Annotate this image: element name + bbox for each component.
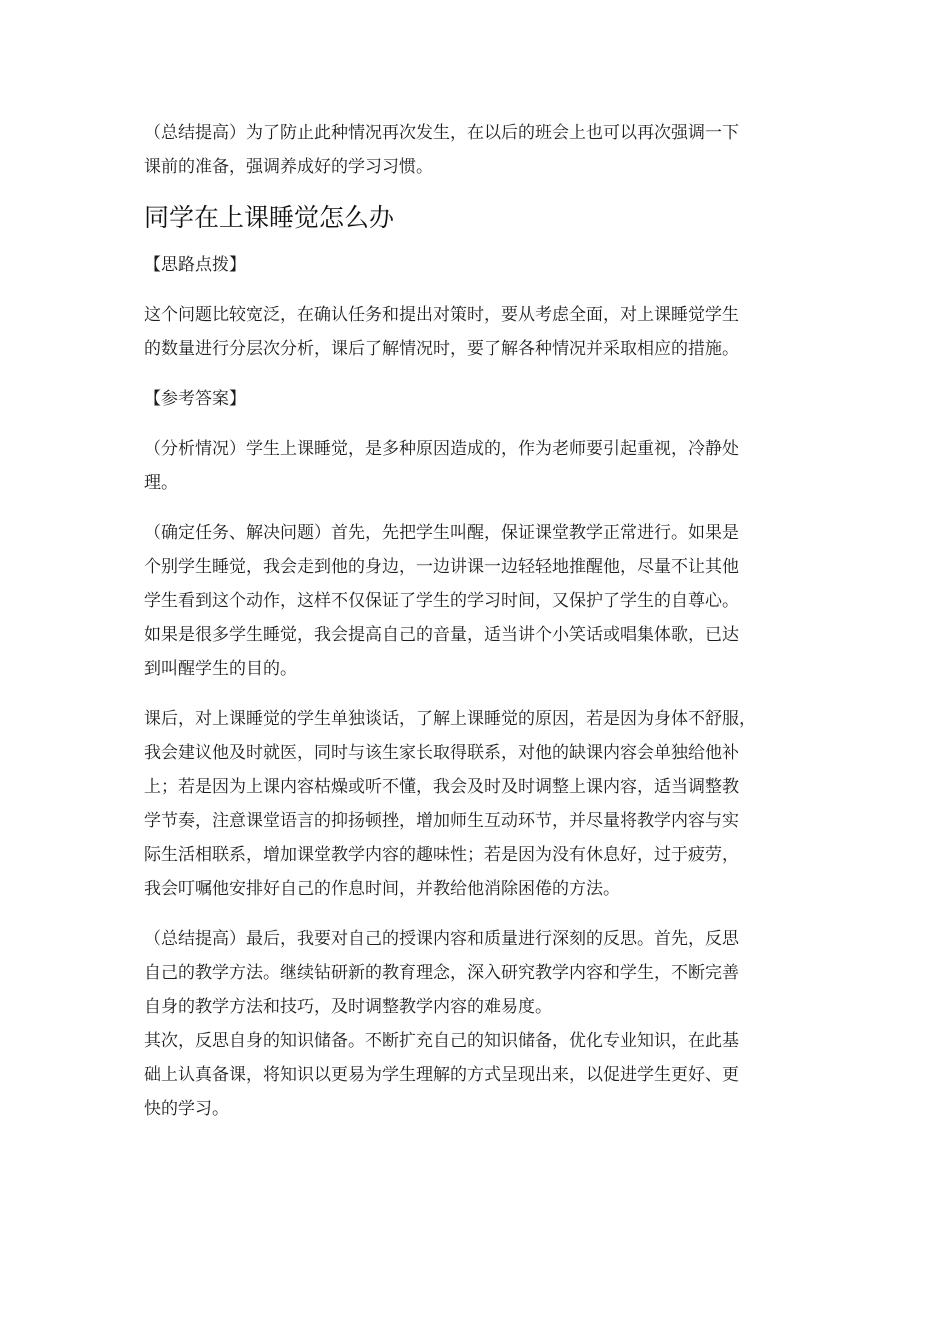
- paragraph-line: 际生活相联系，增加课堂教学内容的趣味性；若是因为没有休息好，过于疲劳，: [144, 845, 739, 865]
- paragraph-line: 理。: [144, 473, 178, 493]
- intro-paragraph: [144, 116, 808, 184]
- paragraph-line: 自己的教学方法。继续钻研新的教育理念，深入研究教学内容和学生，不断完善: [144, 963, 739, 983]
- hint-paragraph: [144, 298, 808, 366]
- paragraph-line: 我会建议他及时就医，同时与该生家长取得联系，对他的缺课内容会单独给他补: [144, 743, 739, 763]
- paragraph-line: 学生看到这个动作，这样不仅保证了学生的学习时间，又保护了学生的自尊心。: [144, 591, 739, 611]
- paragraph-line: 到叫醒学生的目的。: [144, 659, 297, 679]
- knowledge-paragraph: [144, 1024, 808, 1126]
- paragraph-line: 自身的教学方法和技巧，及时调整教学内容的难易度。: [144, 997, 552, 1017]
- document-body: [144, 116, 808, 1142]
- paragraph-line: 学节奏，注意课堂语言的抑扬顿挫，增加师生互动环节，并尽量将教学内容与实: [144, 811, 739, 831]
- paragraph-line: 这个问题比较宽泛，在确认任务和提出对策时，要从考虑全面，对上课睡觉学生: [144, 305, 739, 325]
- paragraph-line: 如果是很多学生睡觉，我会提高自己的音量，适当讲个小笑话或唱集体歌，已达: [144, 625, 739, 645]
- answer-label: 【参考答案】: [144, 389, 246, 409]
- hint-label: 【思路点拨】: [144, 255, 246, 275]
- paragraph-line: 课后，对上课睡觉的学生单独谈话，了解上课睡觉的原因，若是因为身体不舒服，: [144, 709, 756, 729]
- summary-paragraph: [144, 922, 808, 1024]
- paragraph-line: （分析情况）学生上课睡觉，是多种原因造成的，作为老师要引起重视，冷静处: [144, 439, 739, 459]
- task-paragraph: [144, 516, 808, 686]
- paragraph-line: （确定任务、解决问题）首先，先把学生叫醒，保证课堂教学正常进行。如果是: [144, 523, 739, 543]
- paragraph-line: 个别学生睡觉，我会走到他的身边，一边讲课一边轻轻地推醒他，尽量不让其他: [144, 557, 739, 577]
- paragraph-line: 其次，反思自身的知识储备。不断扩充自己的知识储备，优化专业知识，在此基: [144, 1031, 739, 1051]
- after-class-paragraph: [144, 702, 808, 906]
- paragraph-line: （总结提高）最后，我要对自己的授课内容和质量进行深刻的反思。首先，反思: [144, 929, 739, 949]
- section-heading: 同学在上课睡觉怎么办: [144, 203, 395, 232]
- paragraph-line: 课前的准备，强调养成好的学习习惯。: [144, 157, 433, 177]
- paragraph-line: 的数量进行分层次分析，课后了解情况时，要了解各种情况并采取相应的措施。: [144, 339, 739, 359]
- analysis-paragraph: [144, 432, 808, 500]
- paragraph-line: 础上认真备课，将知识以更易为学生理解的方式呈现出来，以促进学生更好、更: [144, 1065, 739, 1085]
- paragraph-line: 我会叮嘱他安排好自己的作息时间，并教给他消除困倦的方法。: [144, 879, 620, 899]
- paragraph-line: 快的学习。: [144, 1099, 229, 1119]
- paragraph-line: 上；若是因为上课内容枯燥或听不懂，我会及时及时调整上课内容，适当调整教: [144, 777, 739, 797]
- paragraph-line: （总结提高）为了防止此种情况再次发生，在以后的班会上也可以再次强调一下: [144, 123, 739, 143]
